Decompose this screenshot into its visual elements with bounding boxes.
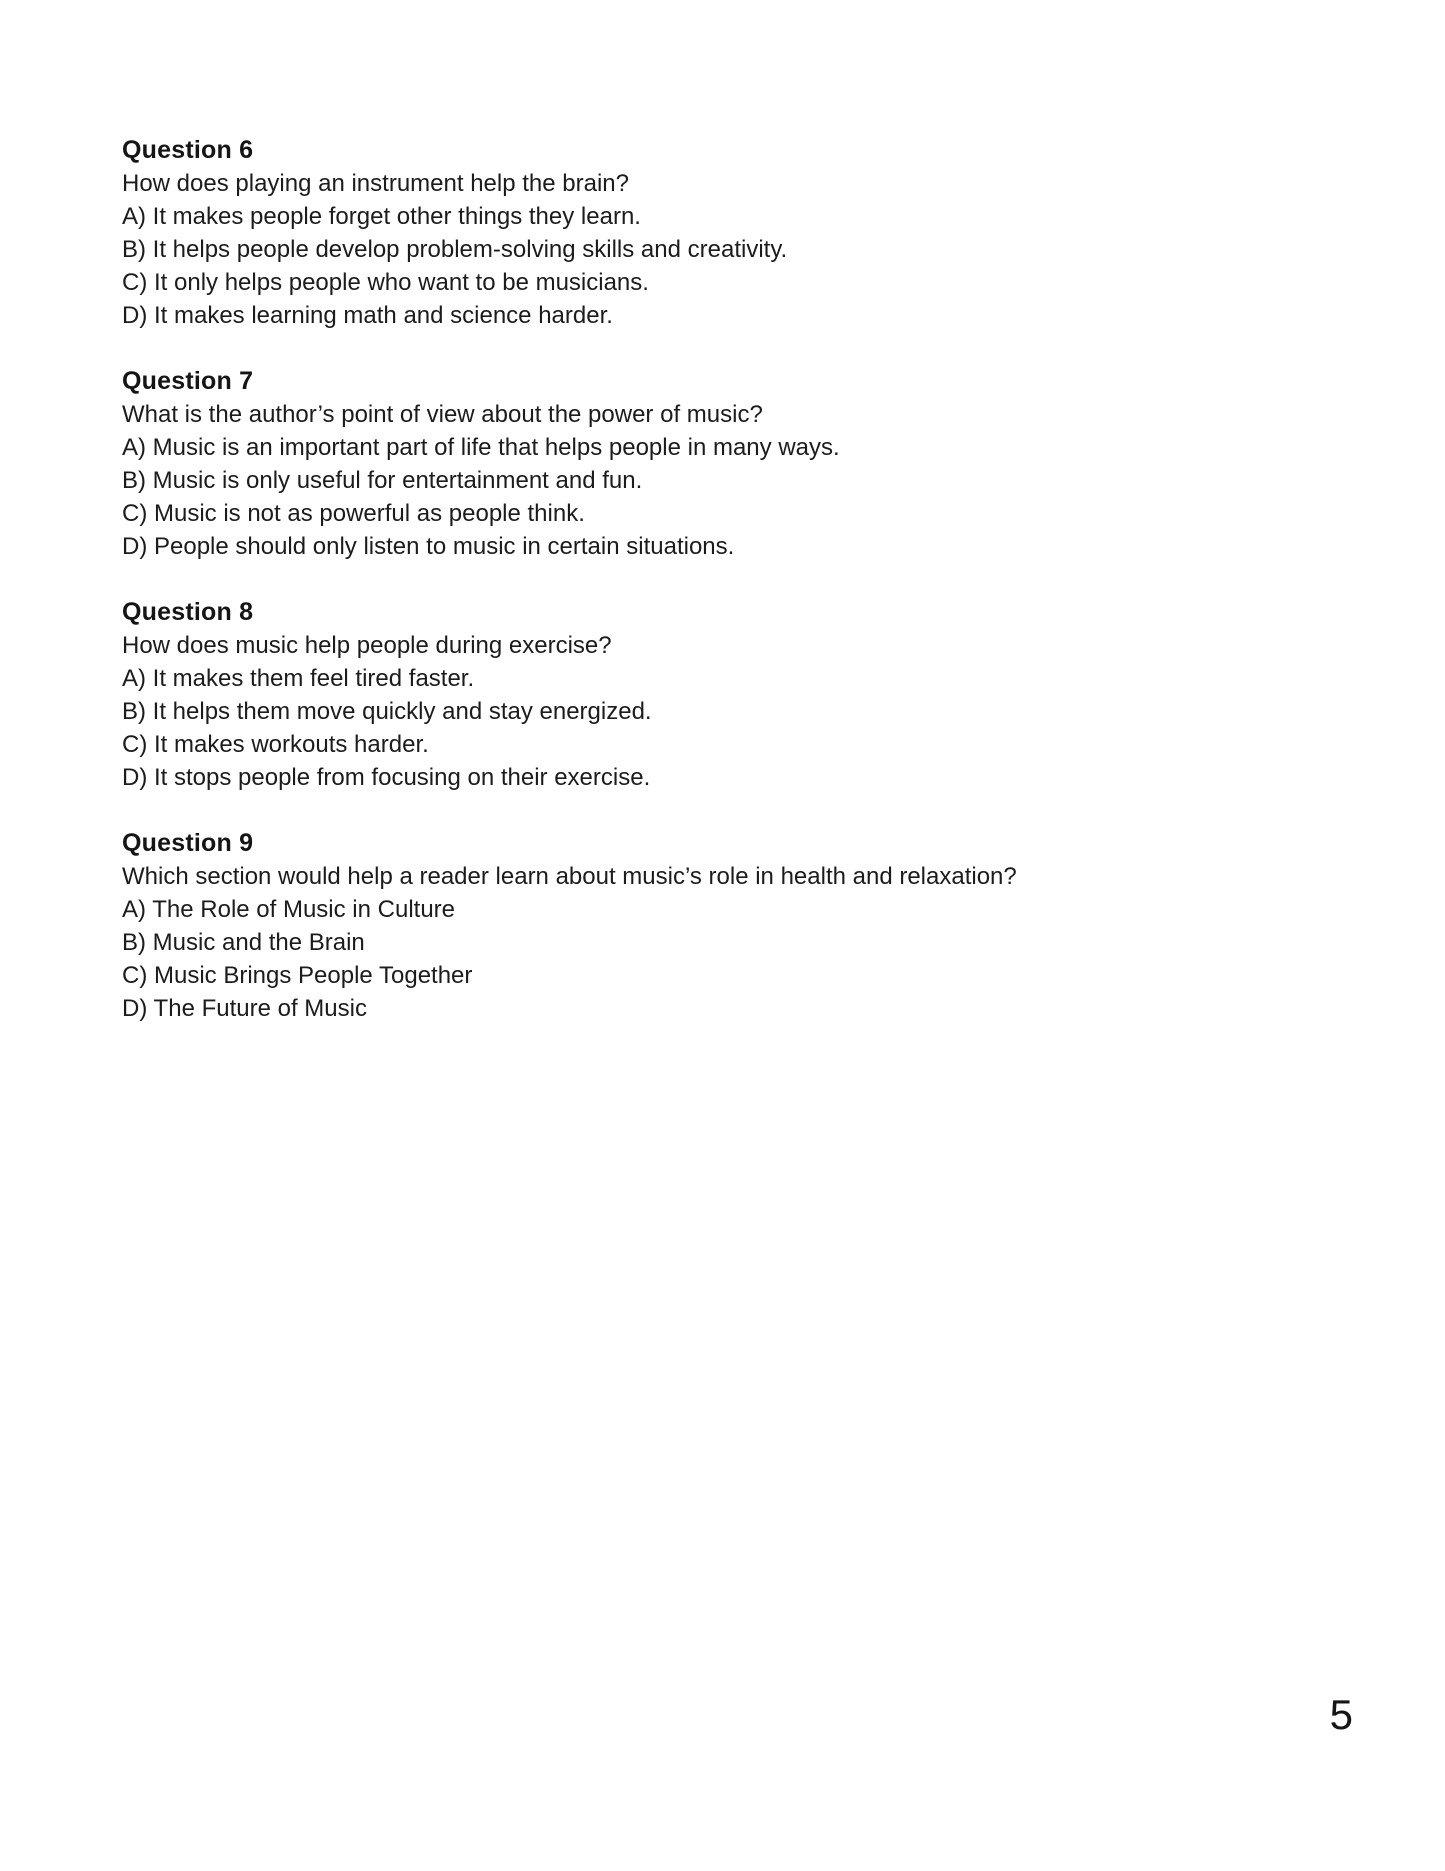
question-block-6: [122, 134, 1362, 332]
question-prompt: Which section would help a reader learn about music’s role in health and relaxation?: [122, 863, 1017, 890]
question-option-a: A) The Role of Music in Culture: [122, 896, 456, 923]
question-block-9: [122, 827, 1362, 1025]
question-title: Question 8: [122, 598, 254, 626]
question-option-b: B) Music is only useful for entertainment and fun.: [122, 467, 643, 494]
question-prompt: What is the author’s point of view about the power of music?: [122, 401, 763, 428]
question-title: Question 6: [122, 136, 254, 164]
question-option-c: C) It makes workouts harder.: [122, 731, 429, 758]
question-option-b: B) It helps people develop problem-solving skills and creativity.: [122, 236, 788, 263]
question-title: Question 7: [122, 367, 254, 395]
question-prompt: How does music help people during exercise?: [122, 632, 612, 659]
question-option-d: D) People should only listen to music in certain situations.: [122, 533, 735, 560]
question-option-d: D) It stops people from focusing on their exercise.: [122, 764, 651, 791]
question-option-d: D) It makes learning math and science harder.: [122, 302, 613, 329]
question-option-b: B) Music and the Brain: [122, 929, 365, 956]
question-option-b: B) It helps them move quickly and stay energized.: [122, 698, 652, 725]
question-option-a: A) It makes them feel tired faster.: [122, 665, 475, 692]
question-option-c: C) Music is not as powerful as people think.: [122, 500, 585, 527]
question-prompt: How does playing an instrument help the brain?: [122, 170, 629, 197]
question-option-d: D) The Future of Music: [122, 995, 367, 1022]
question-option-c: C) It only helps people who want to be musicians.: [122, 269, 649, 296]
question-block-8: [122, 596, 1362, 794]
question-option-a: A) It makes people forget other things they learn.: [122, 203, 641, 230]
question-block-7: [122, 365, 1362, 563]
page-number: 5: [1329, 1691, 1353, 1738]
question-title: Question 9: [122, 829, 254, 857]
question-option-a: A) Music is an important part of life that helps people in many ways.: [122, 434, 840, 461]
questions-section: [122, 134, 1362, 1058]
question-option-c: C) Music Brings People Together: [122, 962, 473, 989]
